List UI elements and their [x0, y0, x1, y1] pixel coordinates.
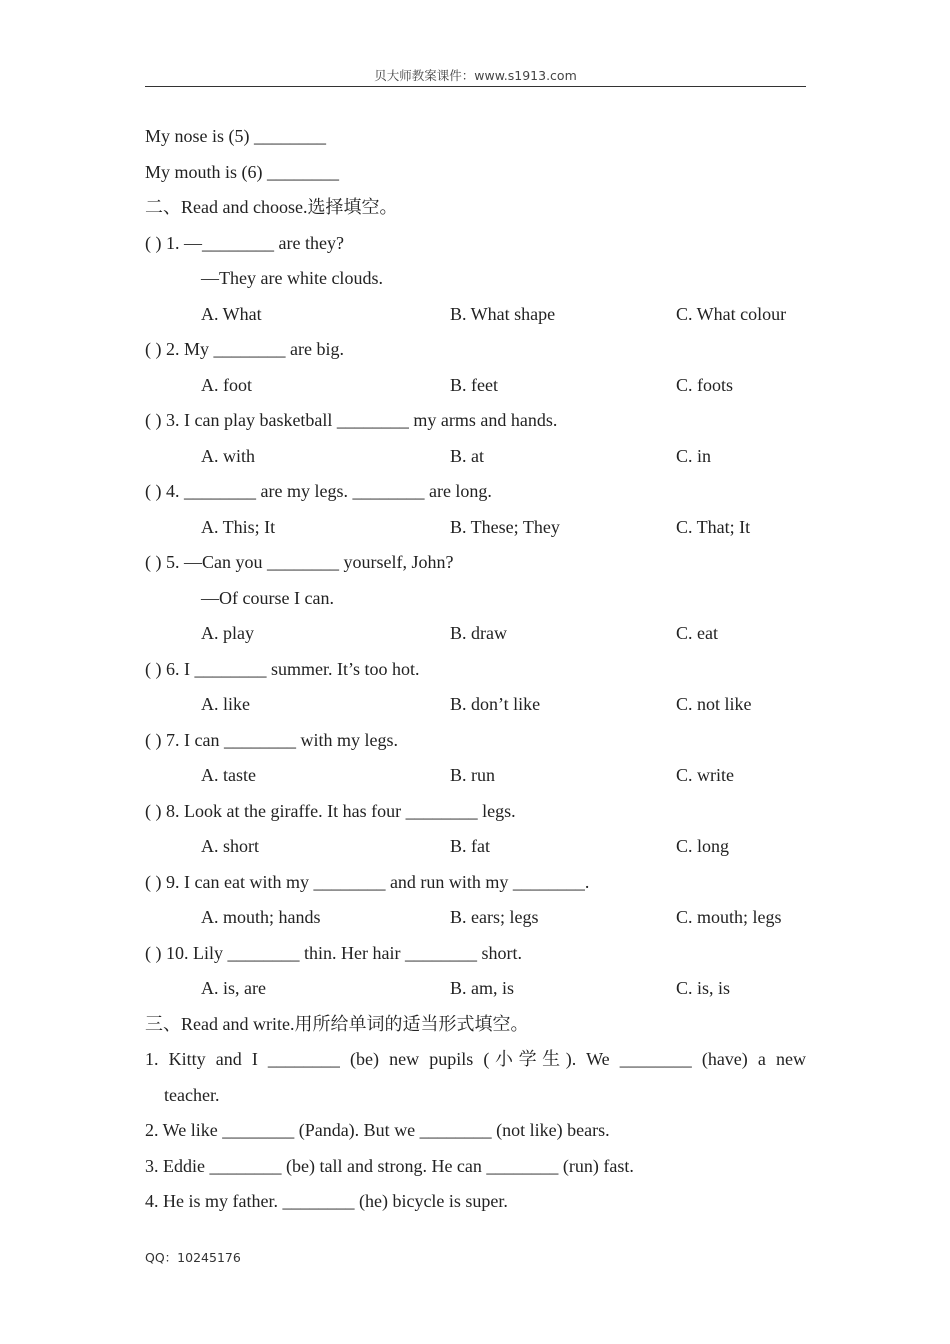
option-a: A. foot	[201, 374, 252, 395]
option-b: B. don’t like	[450, 694, 541, 714]
question-stem: ( ) 10. Lily ________ thin. Her hair ________ short.	[145, 942, 522, 963]
option-c: C. What colour	[676, 303, 787, 324]
option-a: A. This; It	[201, 516, 276, 537]
fill-item: 3. Eddie ________ (be) tall and strong. He can ________ (run) fast.	[145, 1155, 634, 1176]
fill-item: 4. He is my father. ________ (he) bicycle is super.	[145, 1191, 508, 1211]
question-options	[145, 368, 806, 404]
option-a: A. is, are	[201, 978, 266, 998]
question-stem: ( ) 2. My ________ are big.	[145, 339, 344, 359]
option-b: B. feet	[450, 374, 498, 395]
question-options	[145, 829, 806, 865]
question-stem: ( ) 6. I ________ summer. It’s too hot.	[145, 658, 420, 679]
option-c: C. in	[676, 445, 712, 466]
question-options	[145, 900, 806, 936]
option-c: C. long	[676, 836, 730, 856]
option-c: C. not like	[676, 694, 752, 714]
option-a: A. like	[201, 694, 250, 714]
option-b: B. These; They	[450, 516, 560, 537]
question-options	[145, 687, 806, 723]
question-stem: ( ) 9. I can eat with my ________ and run with my ________.	[145, 871, 590, 892]
option-a: A. with	[201, 445, 255, 466]
question-stem: ( ) 7. I can ________ with my legs.	[145, 729, 398, 750]
option-c: C. mouth; legs	[676, 907, 782, 927]
question-options	[145, 758, 806, 794]
fill-item-continuation: teacher.	[164, 1084, 220, 1105]
option-a: A. short	[201, 836, 259, 856]
page-header	[145, 66, 806, 87]
page-footer	[145, 1248, 241, 1266]
option-c: C. is, is	[676, 978, 731, 998]
option-a: A. taste	[201, 765, 256, 785]
option-b: B. ears; legs	[450, 907, 539, 927]
option-c: C. That; It	[676, 516, 751, 537]
text-line: My nose is (5) ________	[145, 126, 326, 146]
option-a: A. play	[201, 623, 254, 643]
option-b: B. fat	[450, 836, 490, 856]
option-b: B. draw	[450, 623, 507, 643]
question-stem: ( ) 5. —Can you ________ yourself, John?	[145, 552, 454, 572]
option-c: C. eat	[676, 623, 718, 643]
question-options	[145, 510, 806, 546]
worksheet-body	[145, 119, 806, 1220]
section-title: 三、Read and write.用所给单词的适当形式填空。	[145, 1013, 529, 1034]
question-options	[145, 971, 806, 1007]
section-title: 二、Read and choose.选择填空。	[145, 197, 398, 217]
question-stem: ( ) 8. Look at the giraffe. It has four ________ legs.	[145, 800, 516, 821]
fill-item: 2. We like ________ (Panda). But we ________ (not like) bears.	[145, 1120, 610, 1140]
option-b: B. What shape	[450, 303, 556, 324]
question-stem: ( ) 1. —________ are they?	[145, 232, 344, 253]
question-stem: ( ) 4. ________ are my legs. ________ are long.	[145, 481, 492, 501]
option-b: B. at	[450, 445, 484, 466]
text-line: My mouth is (6) ________	[145, 161, 340, 182]
question-extra: —They are white clouds.	[201, 268, 383, 288]
option-a: A. What	[201, 303, 262, 324]
option-c: C. write	[676, 765, 734, 785]
header-text: 贝大师教案课件：www.s1913.com	[374, 68, 577, 83]
option-a: A. mouth; hands	[201, 907, 321, 927]
question-options	[145, 297, 806, 333]
option-c: C. foots	[676, 374, 734, 395]
footer-text: QQ：10245176	[145, 1250, 241, 1265]
option-b: B. am, is	[450, 978, 515, 998]
question-extra: —Of course I can.	[201, 587, 334, 608]
question-options	[145, 616, 806, 652]
fill-item: 1. Kitty and I ________ (be) new pupils (小学生). We ________ (have) a new	[145, 1049, 806, 1069]
question-options	[145, 439, 806, 475]
question-stem: ( ) 3. I can play basketball ________ my arms and hands.	[145, 410, 558, 430]
option-b: B. run	[450, 765, 495, 785]
